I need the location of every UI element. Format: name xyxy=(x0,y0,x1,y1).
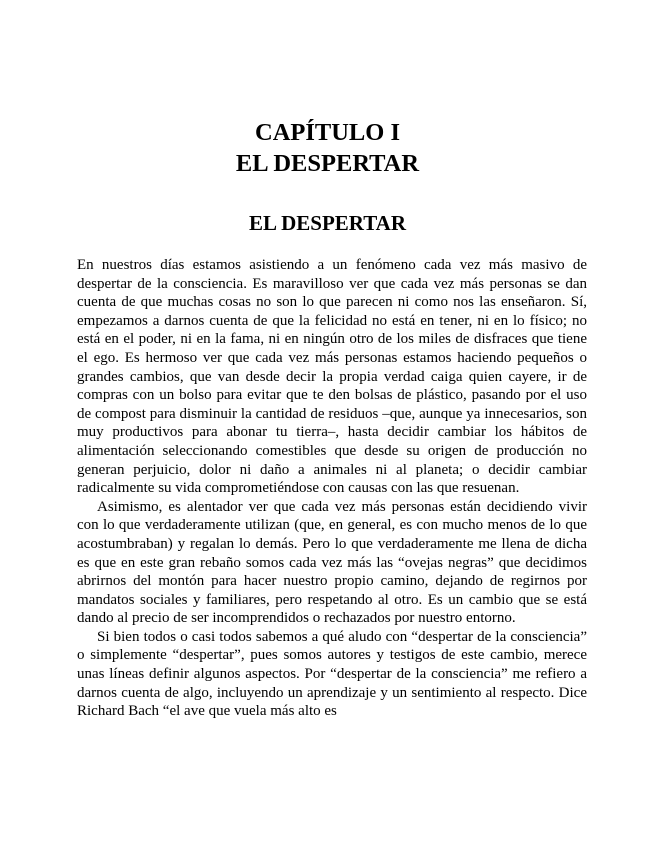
paragraph-2: Asimismo, es alentador ver que cada vez más personas están decidiendo vivir con lo que verdaderamente utilizan (que, en general, es con mucho menos de lo que acostumbraban) y regalan lo demás. Pero lo que verdaderamente me llena de dicha es que en este gran rebaño somos cada vez más las “ovejas negras” que decidimos abrirnos del montón para hacer nuestro propio camino, dejando de regirnos por mandatos sociales y familiares, pero respetando al otro. Es un cambio que se está dando al precio de ser incomprendidos o rechazados por nuestro entorno. xyxy=(77,498,587,627)
body-text xyxy=(77,256,587,721)
section-title: EL DESPERTAR xyxy=(249,211,406,235)
chapter-heading xyxy=(0,117,655,179)
chapter-number: CAPÍTULO I xyxy=(255,119,400,146)
chapter-title: EL DESPERTAR xyxy=(235,150,420,177)
paragraph-1: En nuestros días estamos asistiendo a un fenómeno cada vez más masivo de despertar de la consciencia. Es maravilloso ver que cada vez más personas se dan cuenta de que muchas cosas no son lo que parecen ni como nos las enseñaron. Sí, empezamos a darnos cuenta de que la felicidad no está en tener, ni en lo físico; no está en el poder, ni en la fama, ni en ningún otro de los miles de disfraces que tiene el ego. Es hermoso ver que cada vez más personas estamos haciendo pequeños o grandes cambios, que van desde decir la propia verdad caiga quien cayere, ir de compras con un bolso para evitar que te den bolsas de plástico, pasando por el uso de compost para disminuir la cantidad de residuos –que, aunque ya innecesarios, son muy productivos para abonar tu tierra–, hasta decidir cambiar los hábitos de alimentación seleccionando comestibles que desde su origen de producción no generan perjuicio, dolor ni daño a animales ni al planeta; o decidir cambiar radicalmente su vida comprometiéndose con causas con las que resuenan. xyxy=(77,257,587,497)
paragraph-3: Si bien todos o casi todos sabemos a qué aludo con “despertar de la consciencia” o simplemente “despertar”, pues somos autores y testigos de este cambio, merece unas líneas definir algunos aspectos. Por “despertar de la consciencia” me refiero a darnos cuenta de algo, incluyendo un aprendizaje y un sentimiento al respecto. Dice Richard Bach “el ave que vuela más alto es xyxy=(77,628,587,720)
